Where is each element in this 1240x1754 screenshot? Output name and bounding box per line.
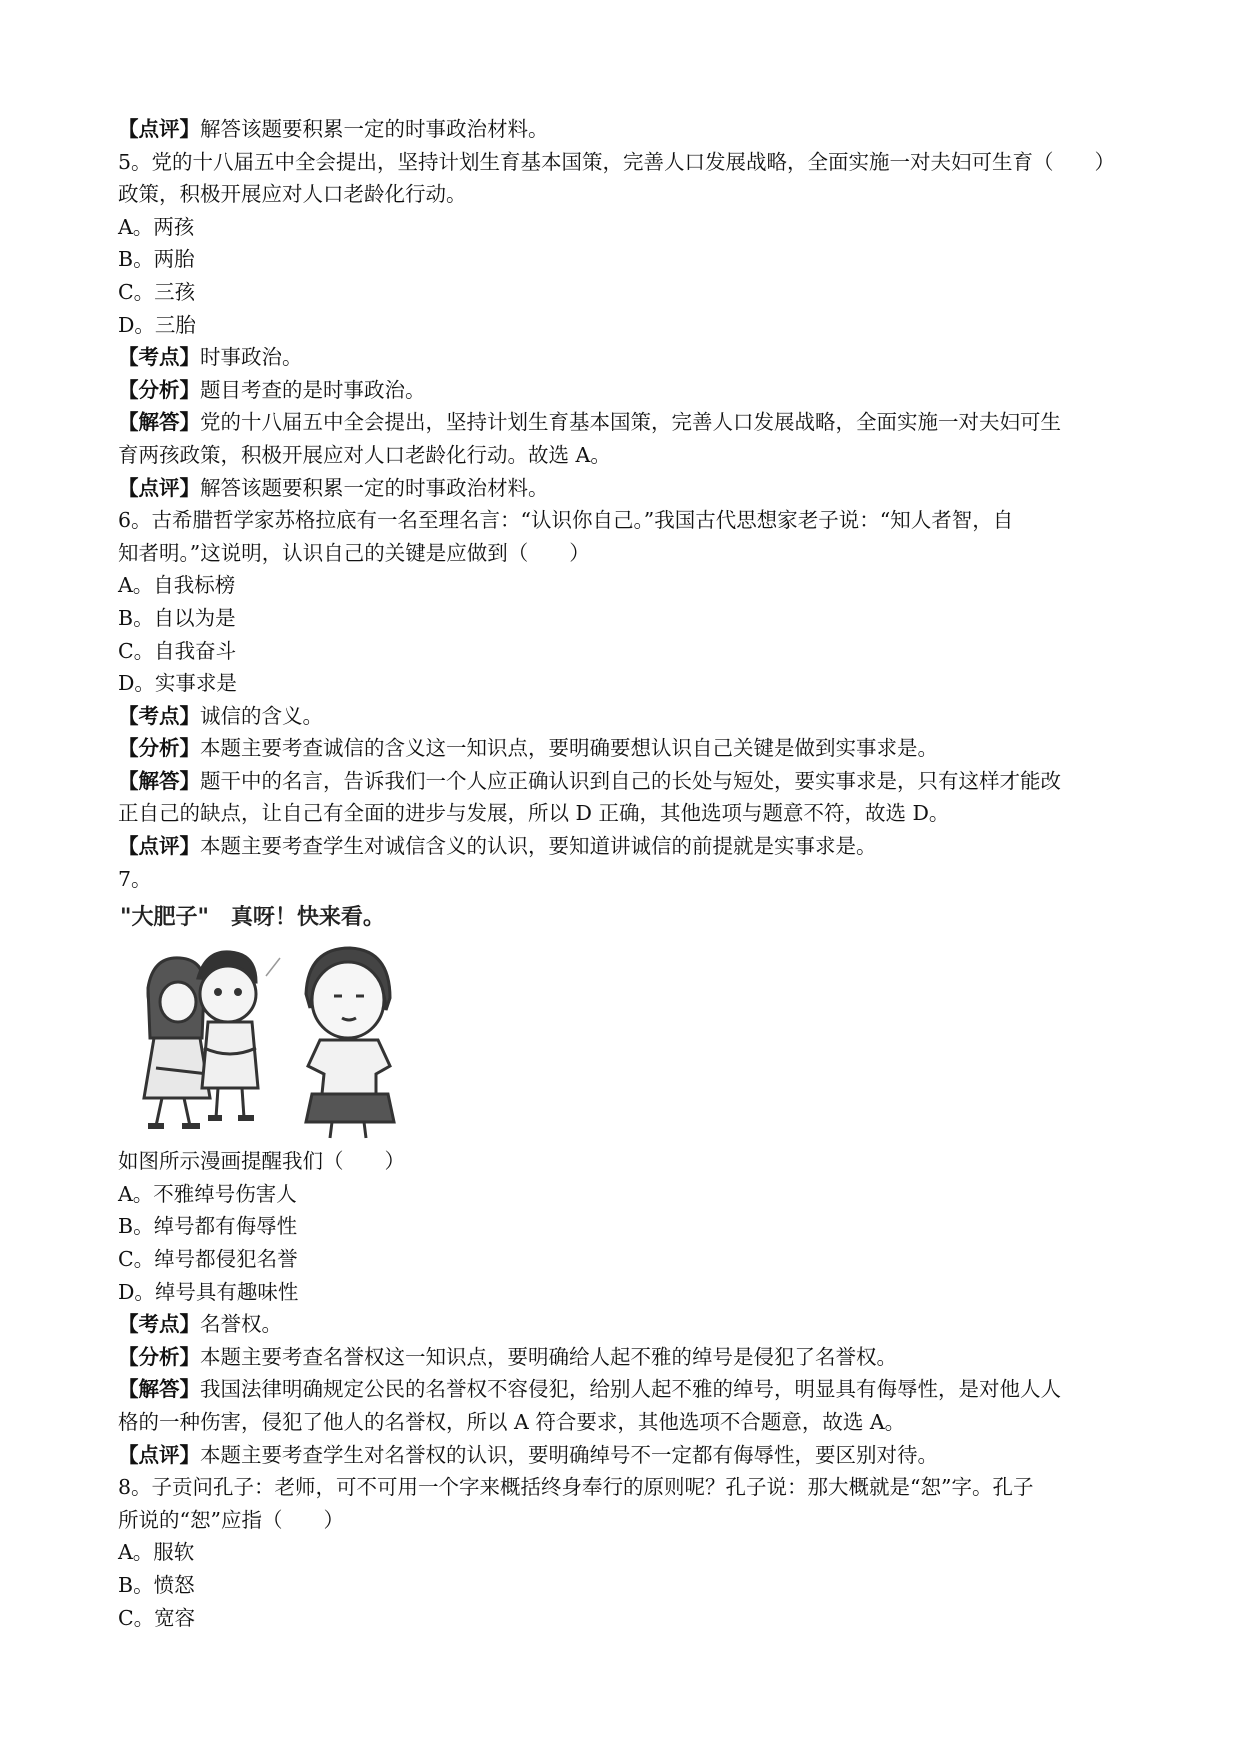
- jieda-continuation: 育两孩政策，积极开展应对人口老龄化行动。故选 A。: [118, 442, 611, 467]
- comment-text: 解答该题要积累一定的时事政治材料。: [200, 117, 549, 141]
- jieda-text: 题干中的名言，告诉我们一个人应正确认识到自己的长处与短处，要实事求是，只有这样才能改: [200, 768, 1061, 793]
- fenxi-tag: 【分析】: [118, 377, 200, 402]
- kaodian-text: 名誉权。: [200, 1312, 282, 1337]
- option-d: D。实事求是: [118, 671, 237, 696]
- cartoon-caption: "大肥子" 真呀！快来看。: [120, 905, 385, 931]
- option-b: B。绰号都有侮辱性: [118, 1214, 298, 1239]
- teased-child-figure: [306, 948, 394, 1138]
- kaodian-tag: 【考点】: [118, 345, 200, 370]
- question-stem: 政策，积极开展应对人口老龄化行动。: [118, 182, 467, 207]
- fenxi-line: [118, 374, 1128, 407]
- fenxi-text: 本题主要考查诚信的含义这一知识点，要明确要想认识自己关键是做到实事求是。: [200, 736, 938, 761]
- option-c: C。三孩: [118, 279, 196, 304]
- jieda-line: [118, 765, 1128, 798]
- fenxi-line: [118, 1341, 1128, 1374]
- kaodian-text: 诚信的含义。: [200, 703, 323, 728]
- cartoon-image: [118, 898, 454, 1143]
- kaodian-line: [118, 700, 1128, 733]
- question-5: [118, 146, 1128, 505]
- jieda-line: [118, 406, 1128, 439]
- jieda-line: [118, 1373, 1128, 1406]
- comment-line: [118, 113, 1128, 146]
- dianping-line: [118, 1439, 1128, 1472]
- dianping-tag: 【点评】: [118, 834, 200, 859]
- jieda-tag: 【解答】: [118, 1377, 200, 1402]
- option-a: A。服软: [118, 1540, 195, 1565]
- question-stem: 8。子贡问孔子：老师，可不可用一个字来概括终身奉行的原则呢？孔子说：那大概就是“恕”字。孔子: [118, 1475, 1034, 1500]
- jieda-tag: 【解答】: [118, 410, 200, 435]
- whispering-girl-figure: [144, 958, 210, 1126]
- question-stem: 6。古希腊哲学家苏格拉底有一名至理名言：“认识你自己。”我国古代思想家老子说：“知人者智，自: [118, 508, 1014, 533]
- fenxi-tag: 【分析】: [118, 1344, 200, 1369]
- question-6: [118, 504, 1128, 863]
- dianping-tag: 【点评】: [118, 475, 200, 500]
- question-stem: 5。党的十八届五中全会提出，坚持计划生育基本国策，完善人口发展战略，全面实施一对夫妇可生育（ ）: [118, 149, 1116, 174]
- option-d: D。绰号具有趣味性: [118, 1279, 299, 1304]
- kaodian-line: [118, 341, 1128, 374]
- motion-line: [266, 958, 280, 976]
- kaodian-line: [118, 1308, 1128, 1341]
- kaodian-tag: 【考点】: [118, 1312, 200, 1337]
- option-b: B。愤怒: [118, 1572, 195, 1597]
- dianping-tag: 【点评】: [118, 1442, 200, 1467]
- question-stem: 如图所示漫画提醒我们（ ）: [118, 1149, 405, 1174]
- option-a: A。不雅绰号伤害人: [118, 1181, 297, 1206]
- dianping-line: [118, 830, 1128, 863]
- dianping-line: [118, 472, 1128, 505]
- option-c: C。自我奋斗: [118, 638, 237, 663]
- fenxi-text: 本题主要考查名誉权这一知识点，要明确给人起不雅的绰号是侵犯了名誉权。: [200, 1344, 897, 1369]
- jieda-continuation: 格的一种伤害，侵犯了他人的名誉权，所以 A 符合要求，其他选项不合题意，故选 A。: [118, 1410, 906, 1434]
- option-b: B。自以为是: [118, 605, 236, 630]
- fenxi-text: 题目考查的是时事政治。: [200, 377, 426, 402]
- kaodian-text: 时事政治。: [200, 345, 303, 370]
- dianping-text: 解答该题要积累一定的时事政治材料。: [200, 475, 549, 500]
- option-c: C。宽容: [118, 1605, 196, 1630]
- kaodian-tag: 【考点】: [118, 703, 200, 728]
- question-8: [118, 1471, 1128, 1634]
- option-c: C。绰号都侵犯名誉: [118, 1247, 298, 1272]
- fenxi-line: [118, 732, 1128, 765]
- option-a: A。自我标榜: [118, 573, 236, 598]
- fenxi-tag: 【分析】: [118, 736, 200, 761]
- question-stem: 所说的“恕”应指（ ）: [118, 1507, 344, 1532]
- question-number: 7。: [118, 866, 152, 891]
- comment-tag: 【点评】: [118, 117, 200, 141]
- question-stem: 知者明。”这说明，认识自己的关键是应做到（ ）: [118, 540, 590, 565]
- dianping-text: 本题主要考查学生对名誉权的认识，要明确绰号不一定都有侮辱性，要区别对待。: [200, 1442, 938, 1467]
- jieda-continuation: 正自己的缺点，让自己有全面的进步与发展，所以 D 正确，其他选项与题意不符，故选 D。: [118, 801, 950, 826]
- option-b: B。两胎: [118, 247, 195, 272]
- option-a: A。两孩: [118, 214, 195, 239]
- jieda-text: 党的十八届五中全会提出，坚持计划生育基本国策，完善人口发展战略，全面实施一对夫妇可生: [200, 410, 1061, 435]
- document-page: [118, 113, 1128, 1634]
- jieda-tag: 【解答】: [118, 768, 200, 793]
- option-d: D。三胎: [118, 312, 196, 337]
- dianping-text: 本题主要考查学生对诚信含义的认识，要知道讲诚信的前提就是实事求是。: [200, 834, 877, 859]
- jieda-text: 我国法律明确规定公民的名誉权不容侵犯，给别人起不雅的绰号，明显具有侮辱性，是对他人人: [200, 1377, 1061, 1402]
- question-7: [118, 863, 1128, 1472]
